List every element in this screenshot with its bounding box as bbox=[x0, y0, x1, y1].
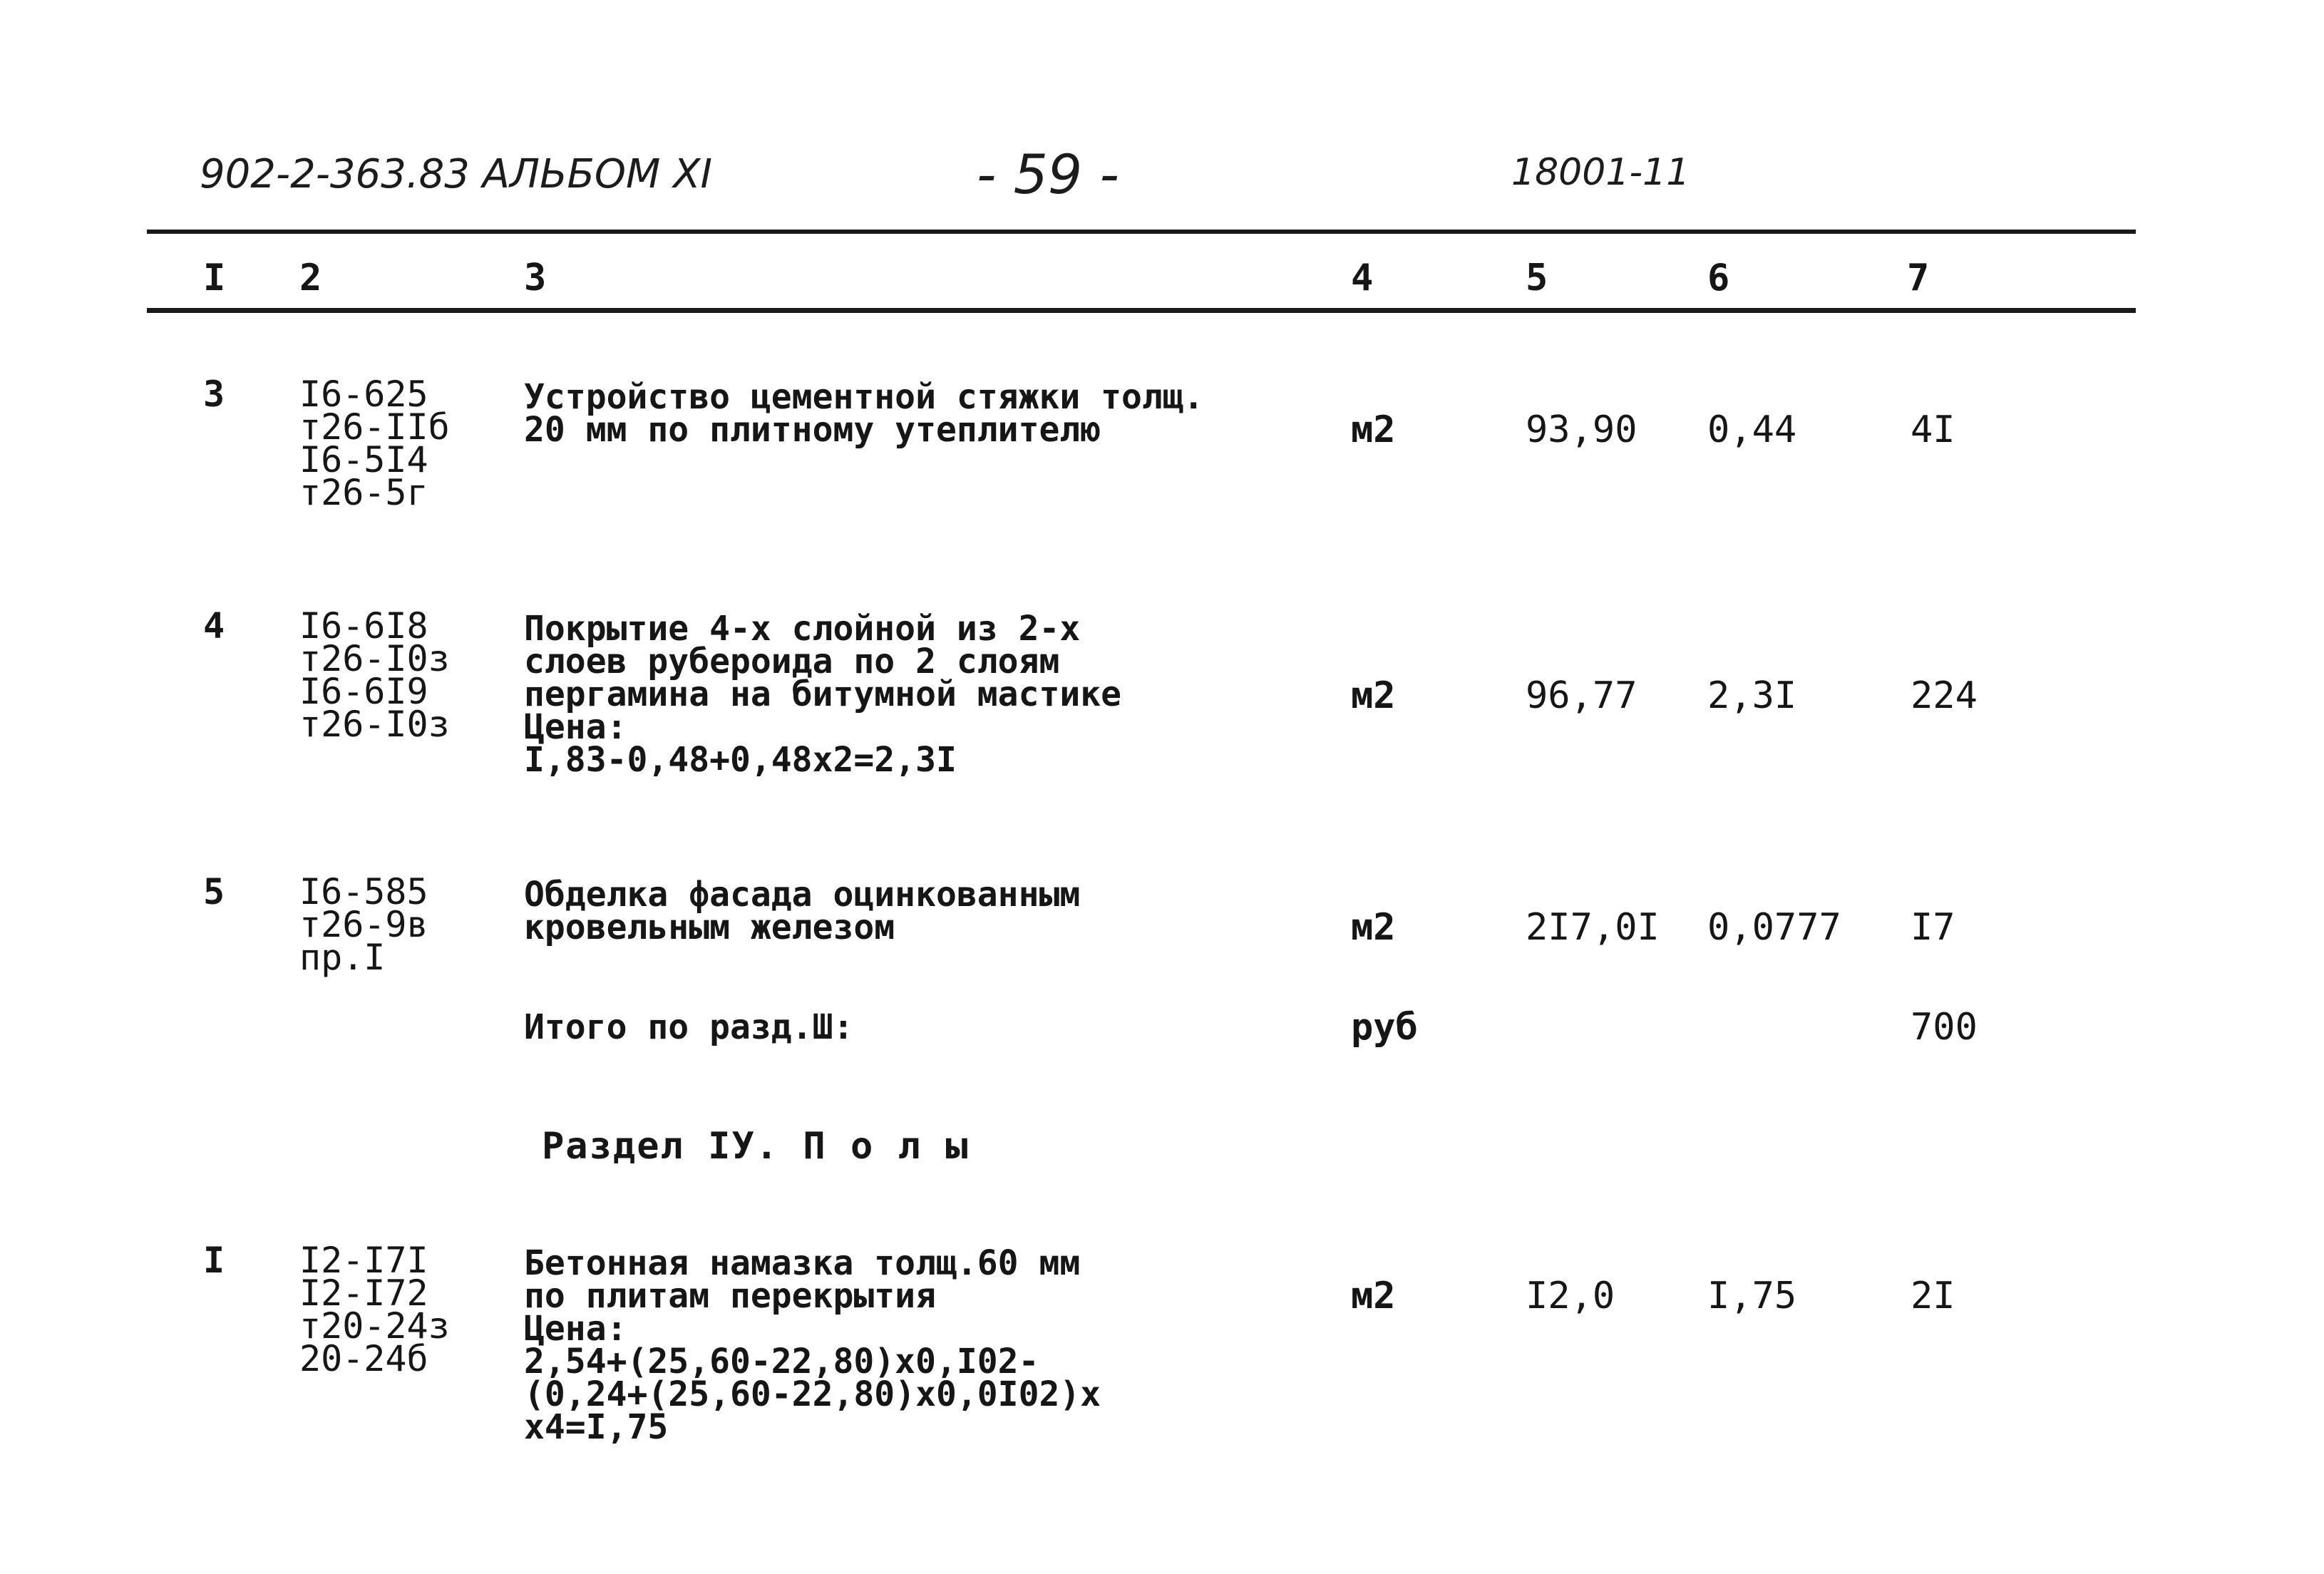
column-header-2: 2 bbox=[299, 257, 322, 299]
row-quantity: I2,0 bbox=[1526, 1275, 1615, 1317]
row-number: 4 bbox=[203, 605, 225, 647]
subtotal-label: Итого по разд.Ш: bbox=[524, 1007, 854, 1047]
row-price: I,75 bbox=[1707, 1275, 1797, 1317]
row-price: 0,44 bbox=[1707, 408, 1797, 451]
row-codes: I6-625 т26-IIб I6-5I4 т26-5г bbox=[299, 374, 450, 513]
row-number: I bbox=[203, 1240, 225, 1281]
row-number: 3 bbox=[203, 374, 225, 415]
page-number: - 59 - bbox=[977, 143, 1119, 206]
subtotal-unit: руб bbox=[1351, 1006, 1418, 1049]
row-unit: м2 bbox=[1351, 408, 1396, 451]
row-unit: м2 bbox=[1351, 1275, 1396, 1317]
column-header-6: 6 bbox=[1707, 257, 1730, 299]
row-description: Устройство цементной стяжки толщ. 20 мм по плитному утеплителю bbox=[524, 377, 1204, 450]
subtotal-total: 700 bbox=[1911, 1006, 1978, 1049]
column-header-7: 7 bbox=[1907, 257, 1930, 299]
row-codes: I6-585 т26-9в пр.I bbox=[299, 871, 428, 978]
column-header-4: 4 bbox=[1351, 257, 1374, 299]
row-description: Покрытие 4-х слойной из 2-х слоев рубероида по 2 слоям пергамина на битумной мастике Цена: I,83-0,48+0,48х2=2,3I bbox=[524, 609, 1122, 780]
header-bottom-rule bbox=[147, 308, 2136, 313]
row-description: Бетонная намазка толщ.60 мм по плитам перекрытия Цена: 2,54+(25,60-22,80)х0,I02- (0,24+(25,60-22,80)х0,0I02)х х4=I,75 bbox=[524, 1243, 1101, 1447]
row-codes: I6-6I8 т26-I0з I6-6I9 т26-I0з bbox=[299, 605, 450, 745]
column-header-5: 5 bbox=[1526, 257, 1548, 299]
row-description: Обделка фасада оцинкованным кровельным железом bbox=[524, 875, 1081, 947]
inventory-code: 18001-11 bbox=[1511, 151, 1690, 194]
section-title: Раздел IУ. П о л ы bbox=[542, 1125, 970, 1168]
document-code: 902-2-363.83 АЛЬБОМ XI bbox=[200, 151, 713, 197]
column-header-3: 3 bbox=[524, 257, 547, 299]
row-quantity: 93,90 bbox=[1526, 408, 1637, 451]
row-total: I7 bbox=[1911, 906, 1955, 949]
row-quantity: 2I7,0I bbox=[1526, 906, 1660, 949]
row-unit: м2 bbox=[1351, 674, 1396, 717]
row-quantity: 96,77 bbox=[1526, 674, 1637, 717]
row-unit: м2 bbox=[1351, 906, 1396, 949]
row-total: 224 bbox=[1911, 674, 1978, 717]
header-top-rule bbox=[147, 230, 2136, 234]
row-price: 0,0777 bbox=[1707, 906, 1841, 949]
row-total: 4I bbox=[1911, 408, 1955, 451]
row-codes: I2-I7I I2-I72 т20-24з 20-24б bbox=[299, 1240, 450, 1379]
row-number: 5 bbox=[203, 871, 225, 912]
row-price: 2,3I bbox=[1707, 674, 1797, 717]
column-header-1: I bbox=[203, 257, 226, 299]
row-total: 2I bbox=[1911, 1275, 1955, 1317]
